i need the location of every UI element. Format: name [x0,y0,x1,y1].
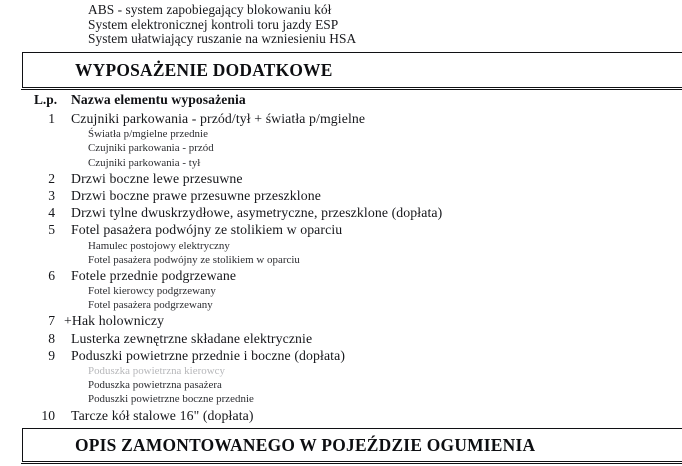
equipment-sub-row-label: Fotel pasażera podgrzewany [88,299,213,312]
equipment-sub-row-label: Fotel kierowcy podgrzewany [88,285,216,298]
equipment-row [0,312,682,329]
equipment-row-index: 5 [48,222,55,238]
equipment-sub-row-label: Czujniki parkowania - tył [88,156,201,169]
equipment-row [0,330,682,347]
section-header-equipment [22,52,682,88]
equipment-row-label: Drzwi boczne lewe przesuwne [71,170,243,186]
equipment-row-index: 10 [41,407,55,423]
equipment-sub-row [0,378,682,392]
equipment-row-label: Drzwi tylne dwuskrzydłowe, asymetryczne, przeszklone (dopłata) [71,205,443,221]
section-header-tyres-title: OPIS ZAMONTOWANEGO W POJEŹDZIE OGUMIENIA [75,435,536,455]
equipment-sub-row [0,392,682,406]
equipment-row-index: 4 [48,205,55,221]
equipment-row-label: Fotele przednie podgrzewane [71,267,237,283]
intro-line: System ułatwiający ruszanie na wzniesieniu HSA [88,31,357,47]
equipment-row [0,407,682,424]
column-header-name: Nazwa elementu wyposażenia [71,92,246,107]
equipment-row-label: +Hak holowniczy [64,313,165,329]
equipment-sub-row-label: Fotel pasażera podwójny ze stolikiem w oparciu [88,253,300,266]
equipment-row-index: 7 [48,313,55,329]
equipment-row-index: 8 [48,330,55,346]
intro-line: System elektronicznej kontroli toru jazdy ESP [88,16,339,32]
equipment-row [0,347,682,364]
equipment-row [0,204,682,221]
section-header-equipment-title: WYPOSAŻENIE DODATKOWE [75,60,333,80]
equipment-row-index: 1 [48,111,55,126]
intro-line: ABS - system zapobiegający blokowaniu kół [88,2,332,17]
equipment-row [0,221,682,238]
equipment-sub-row [0,156,682,170]
table-column-headers [0,92,682,108]
equipment-row [0,267,682,284]
equipment-sub-row [0,284,682,298]
equipment-row-label: Czujniki parkowania - przód/tył + światła p/mgielne [71,111,366,126]
equipment-sub-row-label: Poduszki powietrzne boczne przednie [88,393,254,406]
equipment-row-index: 2 [48,170,55,186]
equipment-row-label: Drzwi boczne prawe przesuwne przeszklone [71,187,321,203]
equipment-sub-row [0,298,682,312]
equipment-sub-row-label: Czujniki parkowania - przód [88,142,214,155]
equipment-sub-row [0,253,682,267]
equipment-sub-row [0,141,682,155]
equipment-row [0,187,682,204]
equipment-sub-row [0,127,682,141]
column-header-index: L.p. [34,92,58,107]
intro-feature-list [88,3,674,47]
equipment-row-label: Tarcze kół stalowe 16" (dopłata) [71,407,254,423]
equipment-list [0,110,682,424]
equipment-row-label: Lusterka zewnętrzne składane elektrycznie [71,330,313,346]
equipment-sub-row-label: Światła p/mgielne przednie [88,128,208,141]
section-header-tyres [22,428,682,462]
equipment-sub-row-label: Poduszka powietrzna kierowcy [88,365,225,377]
equipment-row-index: 9 [48,347,55,363]
equipment-row-index: 6 [48,267,55,283]
equipment-sub-row-label: Poduszka powietrzna pasażera [88,379,222,392]
equipment-sub-row [0,364,682,378]
equipment-row-label: Poduszki powietrzne przednie i boczne (dopłata) [71,347,346,363]
equipment-sub-row-label: Hamulec postojowy elektryczny [88,239,230,252]
equipment-row [0,110,682,127]
equipment-row [0,170,682,187]
equipment-row-index: 3 [48,187,55,203]
equipment-row-label: Fotel pasażera podwójny ze stolikiem w oparciu [71,222,343,238]
equipment-sub-row [0,239,682,253]
